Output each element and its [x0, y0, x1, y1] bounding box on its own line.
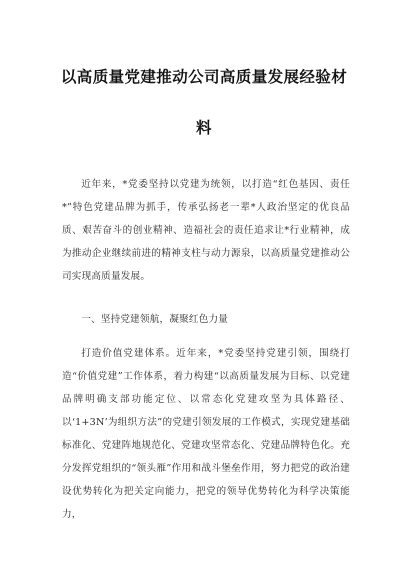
body-paragraph-2: 打造价值党建体系。近年来，*党委坚持党建引领，围绕打造“价值党建”工作体系，着力构建“以高质量发展为目标、以党建品牌明确支部功能定位、以常态化党建攻坚为具体路径、以‘1+3N’为组织方法”的党建引领发展的工作模式，实现党建基础标准化、党建阵地规范化、党建攻坚常态化、党建品牌特色化。充分发挥党组织的“领头雁”作用和战斗堡垒作用，努力把党的政治建设优势转化为把关定向能力，把党的领导优势转化为科学决策能力，	[62, 348, 350, 520]
document-title-line-1: 以高质量党建推动公司高质量发展经验材	[60, 68, 348, 86]
document-title-line-2: 料	[196, 119, 212, 137]
intro-paragraph: 近年来，*党委坚持以党建为统领，以打造“红色基因、责任*”特色党建品牌为抓手，传承弘扬老一辈*人政治坚定的优良品质、艰苦奋斗的创业精神、造福社会的责任追求让*行业精神，成为推动企业继续前进的精神支柱与动力源泉，以高质量党建推动公司实现高质量发展。	[62, 179, 350, 282]
section-heading-1: 一、坚持党建领航，凝聚红色力量	[81, 314, 229, 325]
